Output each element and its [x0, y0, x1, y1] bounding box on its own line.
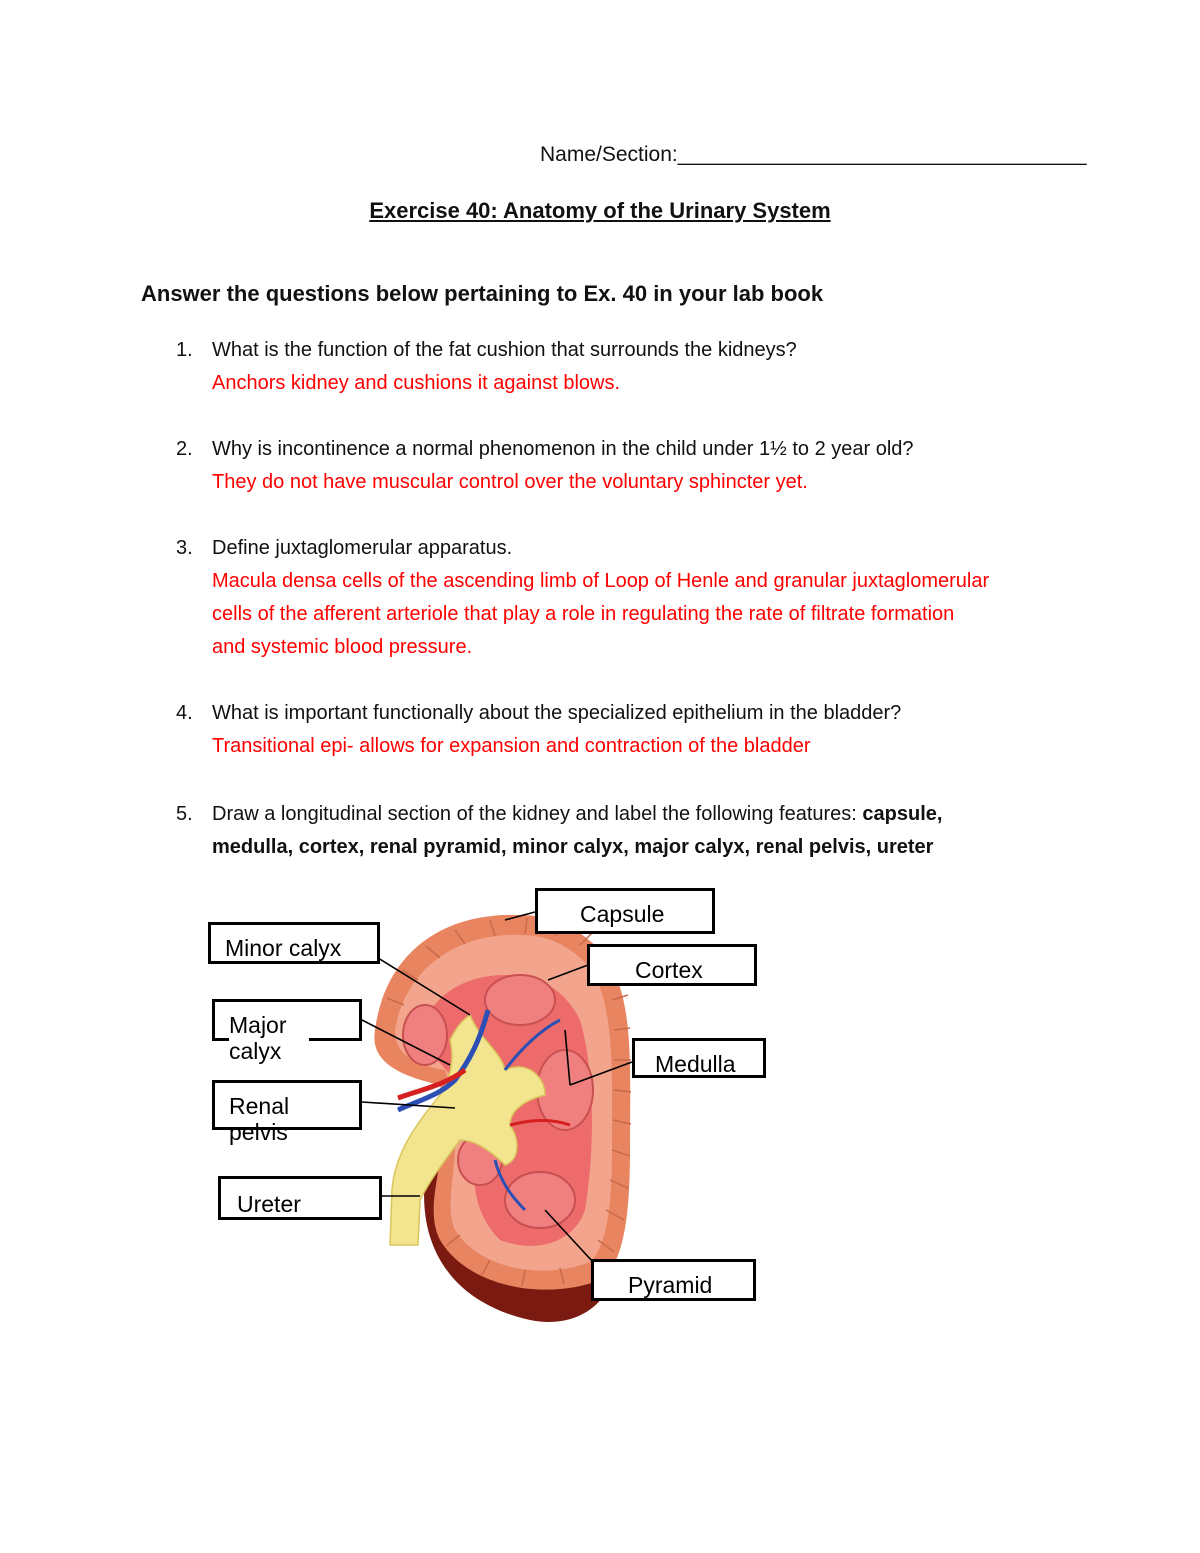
instructions-heading: Answer the questions below pertaining to Ex. 40 in your lab book — [141, 281, 824, 306]
answer-line: cells of the afferent arteriole that play a role in regulating the rate of filtrate formation — [212, 603, 955, 625]
label-minor-calyx: Minor calyx — [208, 922, 380, 964]
question-text-plain: Draw a longitudinal section of the kidney and label the following features: — [212, 803, 857, 825]
label-major-calyx-line1: Major — [229, 1012, 287, 1038]
question-number: 1. — [176, 339, 193, 361]
question-text-bold-line: medulla, cortex, renal pyramid, minor calyx, major calyx, renal pelvis, ureter — [212, 836, 934, 858]
question-number: 3. — [176, 537, 193, 559]
question-text: Why is incontinence a normal phenomenon in the child under 1½ to 2 year old? — [212, 438, 914, 460]
name-section-field[interactable]: Name/Section:___________________________________ — [540, 143, 1087, 166]
page-title: Exercise 40: Anatomy of the Urinary System — [369, 198, 831, 223]
label-major-calyx-line2: calyx — [229, 1038, 309, 1064]
label-ureter: Ureter — [218, 1176, 382, 1220]
question-number: 5. — [176, 803, 193, 825]
label-cortex: Cortex — [587, 944, 757, 986]
question-number: 4. — [176, 702, 193, 724]
label-renal-pelvis-line2: pelvis — [229, 1119, 288, 1146]
label-renal-pelvis — [212, 1080, 362, 1146]
label-capsule: Capsule — [535, 888, 715, 934]
answer-line: They do not have muscular control over the voluntary sphincter yet. — [212, 471, 808, 493]
answer-line: Macula densa cells of the ascending limb of Loop of Henle and granular juxtaglomerular — [212, 570, 990, 592]
question-text: What is the function of the fat cushion that surrounds the kidneys? — [212, 339, 797, 361]
label-pyramid: Pyramid — [591, 1259, 756, 1301]
label-renal-pelvis-line1: Renal — [229, 1093, 290, 1119]
answer-line: and systemic blood pressure. — [212, 636, 473, 658]
question-text: What is important functionally about the specialized epithelium in the bladder? — [212, 702, 902, 724]
kidney-pyramid — [403, 1005, 447, 1065]
question-number: 2. — [176, 438, 193, 460]
label-major-calyx — [212, 999, 362, 1065]
kidney-pyramid — [485, 975, 555, 1025]
label-medulla: Medulla — [632, 1038, 766, 1078]
question-text: Define juxtaglomerular apparatus. — [212, 537, 513, 559]
answer-line: Transitional epi- allows for expansion and contraction of the bladder — [212, 735, 811, 757]
question-text-bold: capsule, — [862, 803, 943, 825]
answer-line: Anchors kidney and cushions it against blows. — [212, 372, 621, 394]
